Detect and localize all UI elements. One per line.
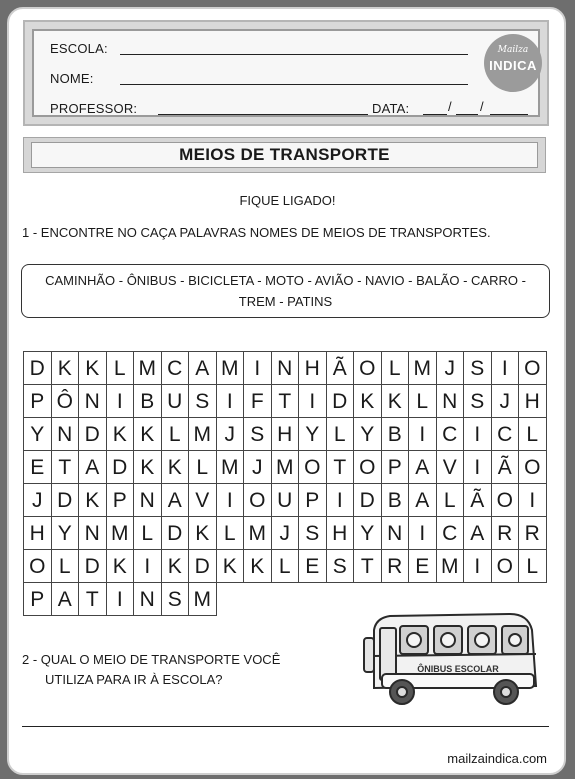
question-2-line-1: 2 - QUAL O MEIO DE TRANSPORTE VOCÊ bbox=[22, 652, 281, 667]
grid-cell[interactable]: I bbox=[299, 385, 327, 418]
grid-cell[interactable]: D bbox=[162, 517, 190, 550]
grid-cell[interactable]: K bbox=[162, 451, 190, 484]
grid-cell[interactable]: T bbox=[327, 451, 355, 484]
grid-cell[interactable]: O bbox=[492, 550, 520, 583]
date-year-field[interactable] bbox=[490, 114, 528, 115]
grid-cell[interactable]: O bbox=[519, 451, 547, 484]
grid-cell[interactable]: V bbox=[437, 451, 465, 484]
question-1: 1 - ENCONTRE NO CAÇA PALAVRAS NOMES DE MEIOS DE TRANSPORTES. bbox=[22, 225, 491, 240]
grid-cell[interactable]: I bbox=[107, 385, 135, 418]
grid-cell[interactable]: C bbox=[437, 517, 465, 550]
grid-cell[interactable]: J bbox=[24, 484, 52, 517]
grid-cell[interactable]: P bbox=[382, 451, 410, 484]
grid-cell[interactable]: I bbox=[217, 484, 245, 517]
grid-cell[interactable]: R bbox=[519, 517, 547, 550]
grid-cell[interactable]: B bbox=[382, 484, 410, 517]
grid-cell[interactable]: P bbox=[107, 484, 135, 517]
grid-cell[interactable]: S bbox=[464, 385, 492, 418]
grid-cell[interactable]: L bbox=[272, 550, 300, 583]
grid-cell[interactable]: H bbox=[299, 352, 327, 385]
answer-line[interactable] bbox=[22, 726, 549, 727]
grid-cell[interactable]: D bbox=[354, 484, 382, 517]
grid-cell[interactable]: F bbox=[244, 385, 272, 418]
grid-cell[interactable]: N bbox=[272, 352, 300, 385]
grid-cell[interactable]: K bbox=[52, 352, 80, 385]
grid-cell[interactable]: M bbox=[217, 451, 245, 484]
date-separator: / bbox=[480, 99, 484, 114]
grid-cell[interactable]: O bbox=[244, 484, 272, 517]
grid-cell[interactable]: N bbox=[79, 517, 107, 550]
logo-script-text: Mailza bbox=[497, 45, 529, 55]
teacher-field[interactable] bbox=[158, 114, 368, 115]
grid-cell[interactable]: A bbox=[464, 517, 492, 550]
grid-cell[interactable]: K bbox=[354, 385, 382, 418]
grid-cell[interactable]: D bbox=[24, 352, 52, 385]
grid-cell[interactable]: P bbox=[24, 385, 52, 418]
grid-cell[interactable]: J bbox=[437, 352, 465, 385]
grid-cell[interactable]: M bbox=[272, 451, 300, 484]
grid-cell[interactable]: N bbox=[79, 385, 107, 418]
grid-cell[interactable]: T bbox=[272, 385, 300, 418]
grid-cell[interactable]: Y bbox=[24, 418, 52, 451]
date-day-field[interactable] bbox=[423, 114, 447, 115]
grid-cell[interactable]: M bbox=[189, 583, 217, 616]
grid-cell[interactable]: Y bbox=[299, 418, 327, 451]
grid-cell[interactable]: L bbox=[162, 418, 190, 451]
grid-cell[interactable]: M bbox=[244, 517, 272, 550]
grid-cell[interactable]: I bbox=[107, 583, 135, 616]
footer-url: mailzaindica.com bbox=[447, 751, 547, 766]
grid-cell[interactable]: O bbox=[24, 550, 52, 583]
grid-cell[interactable]: P bbox=[299, 484, 327, 517]
grid-cell[interactable]: N bbox=[52, 418, 80, 451]
grid-cell[interactable]: L bbox=[382, 352, 410, 385]
grid-cell[interactable]: J bbox=[272, 517, 300, 550]
grid-cell[interactable]: J bbox=[217, 418, 245, 451]
grid-cell[interactable]: I bbox=[244, 352, 272, 385]
grid-cell[interactable]: O bbox=[354, 352, 382, 385]
grid-cell[interactable]: C bbox=[437, 418, 465, 451]
grid-cell[interactable]: L bbox=[327, 418, 355, 451]
grid-cell[interactable]: S bbox=[162, 583, 190, 616]
question-2-line-2: UTILIZA PARA IR À ESCOLA? bbox=[45, 672, 223, 687]
grid-cell[interactable]: O bbox=[354, 451, 382, 484]
grid-cell[interactable]: K bbox=[382, 385, 410, 418]
grid-cell[interactable]: M bbox=[107, 517, 135, 550]
grid-cell[interactable]: K bbox=[107, 418, 135, 451]
grid-cell[interactable]: S bbox=[299, 517, 327, 550]
grid-cell[interactable]: H bbox=[327, 517, 355, 550]
grid-cell[interactable]: J bbox=[492, 385, 520, 418]
grid-cell[interactable]: Ã bbox=[327, 352, 355, 385]
grid-cell[interactable]: A bbox=[52, 583, 80, 616]
grid-cell[interactable]: I bbox=[492, 352, 520, 385]
grid-cell[interactable]: R bbox=[382, 550, 410, 583]
grid-cell[interactable]: I bbox=[464, 451, 492, 484]
school-bus-illustration bbox=[360, 608, 544, 712]
grid-cell[interactable]: D bbox=[79, 418, 107, 451]
grid-cell[interactable]: I bbox=[409, 418, 437, 451]
grid-cell[interactable]: A bbox=[409, 484, 437, 517]
grid-cell[interactable]: E bbox=[24, 451, 52, 484]
student-info-header bbox=[23, 20, 549, 126]
grid-cell[interactable]: O bbox=[299, 451, 327, 484]
grid-cell[interactable]: L bbox=[437, 484, 465, 517]
word-list-line-1: CAMINHÃO - ÔNIBUS - BICICLETA - MOTO - AVIÃO - NAVIO - BALÃO - CARRO - bbox=[45, 273, 526, 288]
grid-cell[interactable]: N bbox=[437, 385, 465, 418]
date-label: DATA: bbox=[372, 101, 410, 116]
date-separator: / bbox=[448, 99, 452, 114]
grid-cell[interactable]: T bbox=[354, 550, 382, 583]
grid-cell[interactable]: V bbox=[189, 484, 217, 517]
grid-cell[interactable]: B bbox=[134, 385, 162, 418]
grid-cell[interactable]: S bbox=[244, 418, 272, 451]
grid-cell[interactable]: H bbox=[519, 385, 547, 418]
grid-cell[interactable]: T bbox=[79, 583, 107, 616]
date-month-field[interactable] bbox=[456, 114, 478, 115]
grid-cell[interactable]: I bbox=[327, 484, 355, 517]
grid-cell[interactable]: D bbox=[327, 385, 355, 418]
grid-cell[interactable]: A bbox=[189, 352, 217, 385]
grid-cell[interactable]: L bbox=[217, 517, 245, 550]
grid-cell[interactable]: C bbox=[492, 418, 520, 451]
grid-cell[interactable]: L bbox=[52, 550, 80, 583]
name-field[interactable] bbox=[120, 84, 468, 85]
grid-cell[interactable]: N bbox=[382, 517, 410, 550]
grid-cell[interactable]: K bbox=[79, 352, 107, 385]
grid-cell[interactable]: L bbox=[519, 418, 547, 451]
grid-cell[interactable]: N bbox=[134, 484, 162, 517]
grid-cell[interactable]: E bbox=[299, 550, 327, 583]
grid-cell[interactable]: N bbox=[134, 583, 162, 616]
grid-cell[interactable]: S bbox=[464, 352, 492, 385]
grid-cell[interactable]: S bbox=[189, 385, 217, 418]
grid-cell[interactable]: K bbox=[189, 517, 217, 550]
word-list-line-2: TREM - PATINS bbox=[238, 294, 333, 309]
grid-cell[interactable]: B bbox=[382, 418, 410, 451]
grid-cell[interactable]: A bbox=[79, 451, 107, 484]
grid-cell[interactable]: U bbox=[272, 484, 300, 517]
grid-cell[interactable]: S bbox=[327, 550, 355, 583]
grid-cell[interactable]: I bbox=[519, 484, 547, 517]
grid-cell[interactable]: D bbox=[52, 484, 80, 517]
grid-cell[interactable]: K bbox=[79, 484, 107, 517]
grid-cell[interactable]: K bbox=[134, 451, 162, 484]
student-info-box bbox=[32, 29, 540, 117]
bus-label: ÔNIBUS ESCOLAR bbox=[417, 664, 499, 674]
grid-cell[interactable]: A bbox=[409, 451, 437, 484]
subtitle: FIQUE LIGADO! bbox=[239, 193, 336, 208]
grid-cell[interactable]: I bbox=[134, 550, 162, 583]
grid-cell[interactable]: Y bbox=[354, 517, 382, 550]
grid-cell[interactable]: L bbox=[409, 385, 437, 418]
grid-cell[interactable]: K bbox=[162, 550, 190, 583]
grid-cell[interactable]: M bbox=[189, 418, 217, 451]
name-label: NOME: bbox=[50, 71, 94, 86]
grid-cell[interactable]: I bbox=[217, 385, 245, 418]
grid-cell[interactable]: L bbox=[107, 352, 135, 385]
grid-cell[interactable]: D bbox=[79, 550, 107, 583]
grid-cell[interactable]: Ã bbox=[464, 484, 492, 517]
teacher-label: PROFESSOR: bbox=[50, 101, 138, 116]
grid-cell[interactable]: Ô bbox=[52, 385, 80, 418]
grid-cell[interactable]: O bbox=[492, 484, 520, 517]
grid-cell[interactable]: A bbox=[162, 484, 190, 517]
grid-cell[interactable]: I bbox=[464, 418, 492, 451]
grid-cell[interactable]: R bbox=[492, 517, 520, 550]
question-2 bbox=[22, 650, 280, 690]
grid-cell[interactable]: M bbox=[217, 352, 245, 385]
grid-cell[interactable]: K bbox=[107, 550, 135, 583]
grid-cell[interactable]: O bbox=[519, 352, 547, 385]
grid-cell[interactable]: C bbox=[162, 352, 190, 385]
grid-cell[interactable]: K bbox=[244, 550, 272, 583]
grid-cell[interactable]: M bbox=[409, 352, 437, 385]
grid-cell[interactable]: Y bbox=[52, 517, 80, 550]
grid-cell[interactable]: Ã bbox=[492, 451, 520, 484]
school-field[interactable] bbox=[120, 54, 468, 55]
grid-cell[interactable]: T bbox=[52, 451, 80, 484]
grid-cell[interactable]: D bbox=[107, 451, 135, 484]
school-label: ESCOLA: bbox=[50, 41, 108, 56]
grid-cell[interactable]: I bbox=[409, 517, 437, 550]
title-banner bbox=[23, 137, 546, 173]
grid-cell[interactable]: D bbox=[189, 550, 217, 583]
word-list-box bbox=[21, 264, 550, 318]
brand-logo bbox=[484, 34, 542, 92]
grid-cell[interactable]: U bbox=[162, 385, 190, 418]
grid-cell[interactable]: H bbox=[24, 517, 52, 550]
page-title: MEIOS DE TRANSPORTE bbox=[31, 142, 538, 168]
grid-cell[interactable]: E bbox=[409, 550, 437, 583]
grid-cell[interactable]: K bbox=[134, 418, 162, 451]
logo-bold-text: INDICA bbox=[489, 58, 537, 73]
grid-cell[interactable]: I bbox=[464, 550, 492, 583]
grid-cell[interactable]: L bbox=[134, 517, 162, 550]
grid-cell[interactable]: P bbox=[24, 583, 52, 616]
grid-cell[interactable]: M bbox=[134, 352, 162, 385]
grid-cell[interactable]: L bbox=[519, 550, 547, 583]
grid-cell[interactable]: J bbox=[244, 451, 272, 484]
grid-cell[interactable]: L bbox=[189, 451, 217, 484]
grid-cell[interactable]: H bbox=[272, 418, 300, 451]
grid-cell[interactable]: Y bbox=[354, 418, 382, 451]
grid-cell[interactable]: K bbox=[217, 550, 245, 583]
word-search-grid[interactable] bbox=[23, 351, 547, 616]
grid-cell[interactable]: M bbox=[437, 550, 465, 583]
